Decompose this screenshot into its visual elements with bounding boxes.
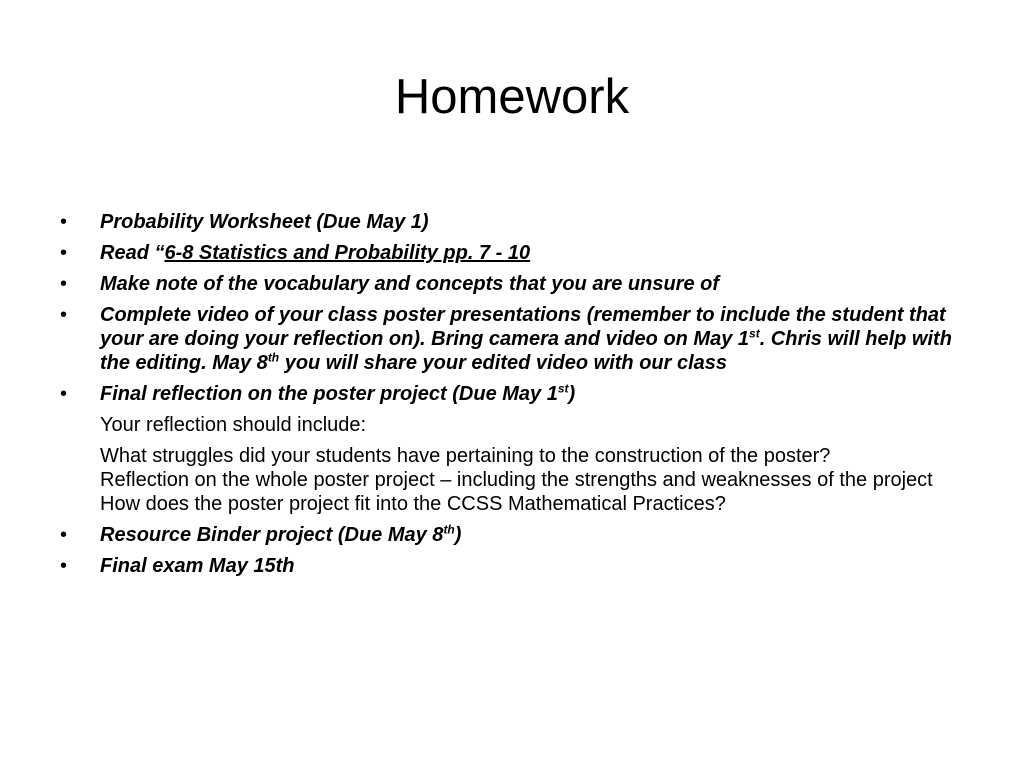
vocab-text: Make note of the vocabulary and concepts that you are unsure of — [100, 273, 720, 295]
list-item-vocab — [60, 272, 965, 296]
list-item-binder — [60, 523, 965, 547]
reflection-sup: st — [557, 381, 569, 396]
reflection-point-2: Reflection on the whole poster project – including the strengths and weaknesses of the project — [100, 469, 933, 491]
reflection-point-3: How does the poster project fit into the CCSS Mathematical Practices? — [100, 493, 726, 515]
homework-list — [60, 210, 965, 585]
video-sup-1: st — [749, 326, 760, 341]
bullet-icon: • — [60, 242, 68, 264]
bullet-icon: • — [60, 383, 68, 405]
video-text-1: Complete video of your class poster presentations (remember to include the student that your are doing your reflection on). Bring camera and video on May 1 — [100, 304, 946, 350]
reflection-close: ) — [568, 383, 576, 405]
binder-text: Resource Binder project (Due May 8 — [100, 524, 444, 546]
binder-close: ) — [454, 524, 462, 546]
read-link[interactable]: 6-8 Statistics and Probability pp. 7 - 10 — [164, 242, 531, 264]
list-item-read — [60, 241, 965, 265]
video-text-2: . Chris will help with the editing. May 8 — [100, 328, 952, 374]
list-item-video — [60, 303, 965, 375]
bullet-icon: • — [60, 211, 68, 233]
exam-text: Final exam May 15th — [100, 555, 295, 577]
video-sup-2: th — [267, 350, 280, 365]
list-item-exam — [60, 554, 965, 578]
bullet-icon: • — [60, 304, 68, 326]
bullet-icon: • — [60, 555, 68, 577]
slide-title: Homework — [394, 70, 630, 124]
read-prefix: Read “ — [100, 242, 165, 264]
list-item-reflection — [60, 382, 965, 406]
reflection-text: Final reflection on the poster project (Due May 1 — [100, 383, 558, 405]
list-item-worksheet — [60, 210, 965, 234]
bullet-icon: • — [60, 524, 68, 546]
worksheet-text: Probability Worksheet (Due May 1) — [100, 211, 429, 233]
reflection-point-1: What struggles did your students have pertaining to the construction of the poster? — [100, 445, 831, 467]
reflection-intro: Your reflection should include: — [100, 414, 367, 436]
binder-sup: th — [443, 522, 455, 537]
bullet-icon: • — [60, 273, 68, 295]
video-text-3: you will share your edited video with our class — [279, 352, 728, 374]
reflection-points — [60, 444, 965, 516]
